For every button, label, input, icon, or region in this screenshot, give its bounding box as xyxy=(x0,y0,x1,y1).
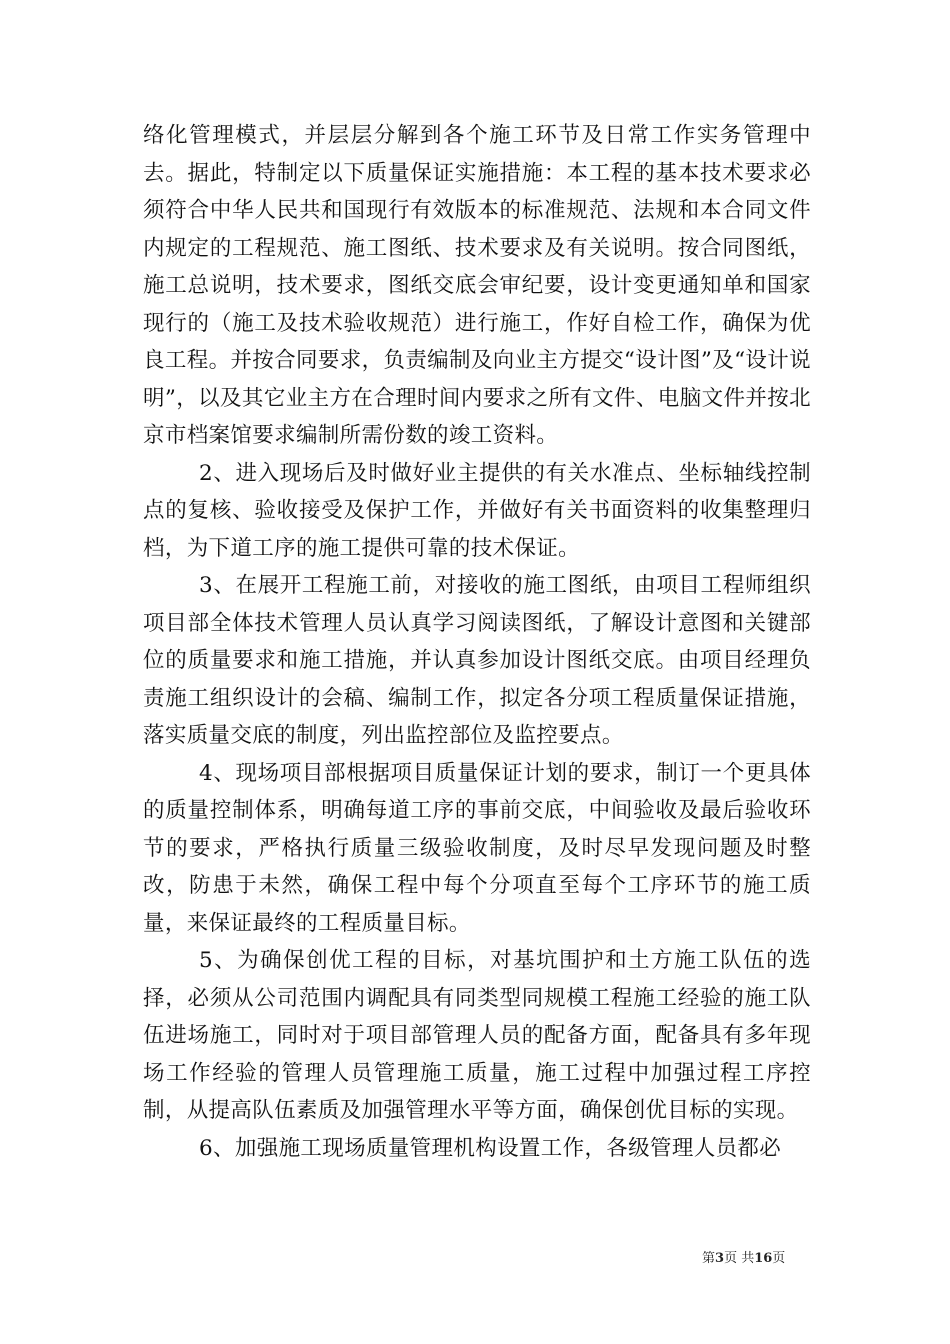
body-text xyxy=(143,117,811,1167)
page-number-prefix: 第 xyxy=(702,1251,716,1266)
paragraph-item-3: 3、在展开工程施工前，对接收的施工图纸，由项目工程师组织项目部全体技术管理人员认真学习阅读图纸，了解设计意图和关键部位的质量要求和施工措施，并认真参加设计图纸交底。由项目经理负责施工组织设计的会稿、编制工作，拟定各分项工程质量保证措施，落实质量交底的制度，列出监控部位及监控要点。 xyxy=(143,573,811,748)
current-page: 3 xyxy=(715,1251,725,1266)
page-number-middle: 页 共 xyxy=(724,1251,755,1266)
page-number xyxy=(702,1247,785,1266)
paragraph-item-4: 4、现场项目部根据项目质量保证计划的要求，制订一个更具体的质量控制体系，明确每道工序的事前交底，中间验收及最后验收环节的要求，严格执行质量三级验收制度，及时尽早发现问题及时整改，防患于未然，确保工程中每个分项直至每个工序环节的施工质量，来保证最终的工程质量目标。 xyxy=(143,760,811,936)
paragraph-continuation: 络化管理模式，并层层分解到各个施工环节及日常工作实务管理中去。据此，特制定以下质量保证实施措施：本工程的基本技术要求必须符合中华人民共和国现行有效版本的标准规范、法规和本合同文件内规定的工程规范、施工图纸、技术要求及有关说明。按合同图纸，施工总说明，技术要求，图纸交底会审纪要，设计变更通知单和国家现行的（施工及技术验收规范）进行施工，作好自检工作，确保为优良工程。并按合同要求，负责编制及向业主方提交“设计图”及“设计说明”，以及其它业主方在合理时间内要求之所有文件、电脑文件并按北京市档案馆要求编制所需份数的竣工资料。 xyxy=(143,123,811,448)
paragraph-item-2: 2、进入现场后及时做好业主提供的有关水准点、坐标轴线控制点的复核、验收接受及保护工作，并做好有关书面资料的收集整理归档，为下道工序的施工提供可靠的技术保证。 xyxy=(143,460,811,561)
total-pages: 16 xyxy=(754,1251,773,1266)
page-number-suffix: 页 xyxy=(772,1251,786,1266)
paragraph-item-6: 6、加强施工现场质量管理机构设置工作，各级管理人员都必 xyxy=(199,1135,782,1161)
paragraph-item-5: 5、为确保创优工程的目标，对基坑围护和土方施工队伍的选择，必须从公司范围内调配具有同类型同规模工程施工经验的施工队伍进场施工，同时对于项目部管理人员的配备方面，配备具有多年现场工作经验的管理人员管理施工质量，施工过程中加强过程工序控制，从提高队伍素质及加强管理水平等方面，确保创优目标的实现。 xyxy=(143,948,811,1123)
